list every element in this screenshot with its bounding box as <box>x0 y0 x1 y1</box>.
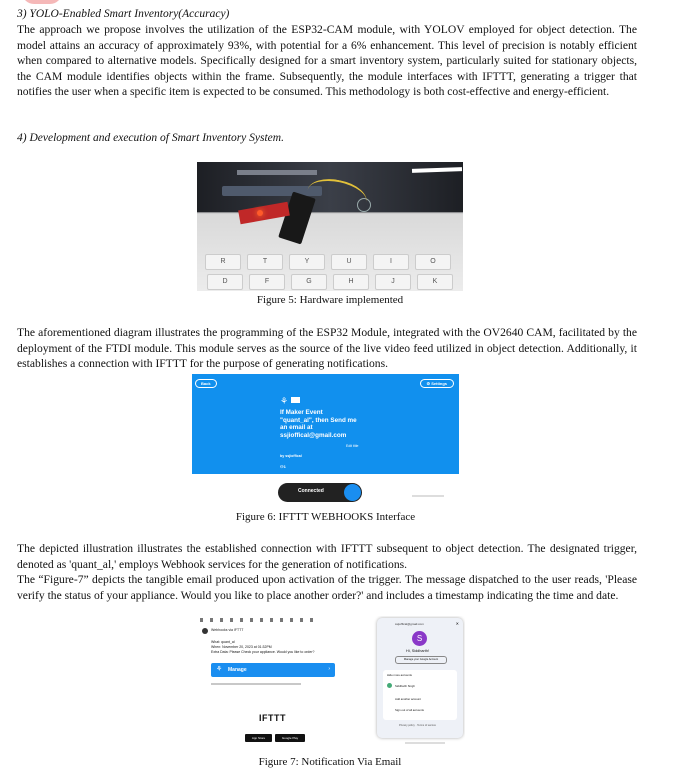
privacy-links[interactable]: Privacy policy · Terms of service <box>399 724 436 727</box>
keyboard-key: I <box>373 254 409 270</box>
applet-title: If Maker Event "quant_al", then Send me an email at ssjioffical@gmail.com <box>280 409 357 439</box>
account-panel <box>377 618 463 738</box>
figure-7-email-screen <box>195 616 465 756</box>
keyboard-key: T <box>247 254 283 270</box>
email-icon <box>291 397 300 403</box>
account-avatar-2 <box>387 683 392 688</box>
keyboard-key: Y <box>289 254 325 270</box>
section-3-paragraph: The approach we propose involves the utilization of the ESP32-CAM module, with YOLOV employed for object detection. The model attains an accuracy of approximately 93%, with potential for a 6% enhancement. This level of precision is notably efficient when compared to alternative models. Specifically designed for a smart inventory system, particularly suited for stationary objects, the CAM module identifies objects within the frame. Subsequently, the module interfaces with IFTTT, generating a trigger that notifies the user when a specific item is expected to be consumed. This methodology is both cost-effective and energy-efficient. <box>17 23 637 98</box>
google-play-label: Google Play <box>281 736 299 740</box>
webhooks-icon: ⚘ <box>216 666 223 673</box>
manage-button[interactable] <box>211 663 335 677</box>
keyboard-key: K <box>417 274 453 290</box>
chevron-right-icon: › <box>328 666 330 672</box>
figure-6-ifttt-screen <box>192 374 459 509</box>
applet-card <box>192 374 459 474</box>
figure-5-photo <box>197 162 463 291</box>
webhooks-icon: ⚘ <box>280 396 289 406</box>
add-account[interactable]: Add another account <box>395 697 421 701</box>
paragraph-email: The “Figure-7” depicts the tangible email produced upon activation of the trigger. The message dispatched to the user reads, 'Please verify the status of your appliance. Would you like to place another order?' and includes a timestamp indicating the time and date. <box>17 573 637 602</box>
keyboard-key: R <box>205 254 241 270</box>
settings-label: Settings <box>431 381 447 386</box>
led-light <box>257 210 263 216</box>
watermark-blur <box>405 742 445 744</box>
figure-7-caption: Figure 7: Notification Via Email <box>258 756 402 768</box>
ifttt-brand: IFTTT <box>259 713 286 723</box>
section-3-heading: 3) YOLO-Enabled Smart Inventory(Accuracy) <box>17 8 230 20</box>
edit-title-link[interactable]: Edit title <box>346 444 359 448</box>
keyboard-key: J <box>375 274 411 290</box>
back-label: Back <box>201 381 211 386</box>
toggle-knob <box>344 484 361 501</box>
connected-toggle[interactable] <box>278 483 362 502</box>
screen-text-blur <box>237 170 317 175</box>
toggle-label: Connected <box>298 488 324 494</box>
unsubscribe-blur <box>211 683 301 685</box>
google-play-badge[interactable] <box>275 734 305 742</box>
watermark-blur <box>412 495 444 497</box>
author-label: by ssjioffical <box>280 454 302 458</box>
keyboard-key: F <box>249 274 285 290</box>
email-what: What: quant_al <box>211 640 235 644</box>
app-store-label: App Store <box>251 736 266 740</box>
sender-avatar <box>202 628 208 634</box>
manage-account-button[interactable]: Manage your Google Account <box>395 656 447 664</box>
email-toolbar <box>200 618 320 622</box>
account-avatar: S <box>412 631 427 646</box>
sign-out[interactable]: Sign out of all accounts <box>395 708 424 712</box>
gear-icon: ⚙ <box>426 381 431 386</box>
user-icon: ⚇ <box>280 464 284 469</box>
paragraph-trigger: The depicted illustration illustrates the established connection with IFTTT subsequent to object detection. The designated trigger, denoted as 'quant_al,' employs Webhook services for the generation of notifications. <box>17 542 637 571</box>
keyboard <box>197 250 463 291</box>
email-sender: Webhooks via IFTTT <box>211 628 244 632</box>
back-button[interactable] <box>195 379 217 388</box>
paragraph-ftdi: The aforementioned diagram illustrates the programming of the ESP32 Module, integrated with the OV2640 CAM, facilitated by the deployment of the FTDI module. This module serves as the source of the live video feed utilized in object detection. Additionally, it establishes a connection with IFTTT for the purpose of generating notifications. <box>17 326 637 370</box>
account-name-2[interactable]: Siddharth Singh <box>395 684 415 688</box>
settings-button[interactable] <box>420 379 455 388</box>
account-email: ssjioffical@gmail.com <box>395 622 424 626</box>
figure-5-caption: Figure 5: Hardware implemented <box>256 294 404 306</box>
keyboard-key: D <box>207 274 243 290</box>
email-when: When: November 20, 2023 at 01:32PM <box>211 645 272 649</box>
close-icon[interactable]: ✕ <box>455 621 459 626</box>
user-count: ⚇1 <box>280 464 286 469</box>
header-logo-fragment <box>22 0 62 4</box>
greeting: Hi, Siddharth! <box>406 649 430 653</box>
keyboard-key: U <box>331 254 367 270</box>
section-4-heading: 4) Development and execution of Smart Inventory System. <box>17 132 284 144</box>
app-store-badge[interactable] <box>245 734 272 742</box>
accounts-list <box>383 670 457 720</box>
manage-label: Manage <box>228 667 247 673</box>
keyboard-key: H <box>333 274 369 290</box>
keyboard-key: G <box>291 274 327 290</box>
figure-6-caption: Figure 6: IFTTT WEBHOOKS Interface <box>235 511 416 523</box>
email-extra: Extra Data: Please Check your appliance. Would you like to order? <box>211 650 315 654</box>
keyboard-key: O <box>415 254 451 270</box>
hide-accounts[interactable]: Hide more accounts <box>387 673 412 677</box>
